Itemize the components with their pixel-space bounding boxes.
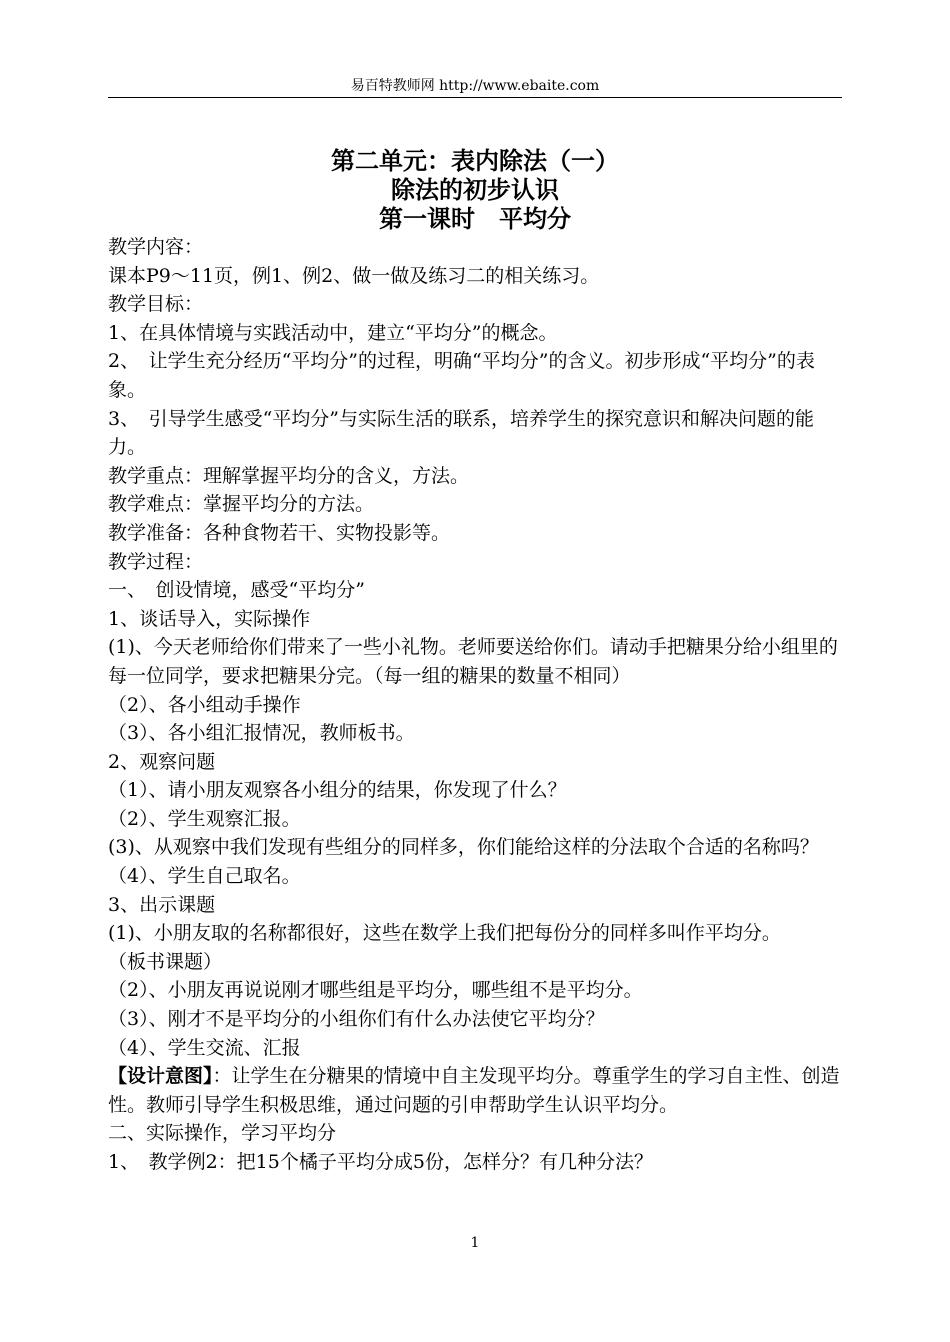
paragraph: 教学过程： <box>108 550 204 573</box>
paragraph: （4）、学生交流、汇报 <box>108 1036 301 1059</box>
design-intent-label: 【设计意图】 <box>108 1065 213 1088</box>
lesson-title: 第一课时 平均分 <box>379 204 571 233</box>
header-divider <box>108 97 842 98</box>
paragraph: 3、出示课题 <box>108 893 216 916</box>
paragraph: (1)、小朋友取的名称都很好，这些在数学上我们把每份分的同样多叫作平均分。 <box>108 922 781 945</box>
paragraph: 2、 让学生充分经历“平均分”的过程，明确“平均分”的含义。初步形成“平均分”的表象。 <box>108 350 815 401</box>
lesson-body <box>108 233 844 1177</box>
paragraph: 课本P9～11页，例1、例2、做一做及练习二的相关练习。 <box>108 264 600 287</box>
title-block <box>108 146 842 233</box>
paragraph: （2）、小朋友再说说刚才哪些组是平均分，哪些组不是平均分。 <box>108 979 643 1002</box>
paragraph: 教学难点：掌握平均分的方法。 <box>108 493 375 516</box>
paragraph: 2、观察问题 <box>108 750 216 773</box>
paragraph: （2）、各小组动手操作 <box>108 693 301 716</box>
paragraph: （4）、学生自己取名。 <box>108 865 301 888</box>
page-header: 易百特教师网 http://www.ebaite.com <box>350 78 600 94</box>
page-number: 1 <box>470 1235 480 1251</box>
section-title: 除法的初步认识 <box>391 175 559 204</box>
paragraph: 教学目标： <box>108 293 204 316</box>
paragraph: 教学内容： <box>108 236 204 258</box>
paragraph: 1、 教学例2：把15个橘子平均分成5份，怎样分？有几种分法？ <box>108 1151 653 1173</box>
paragraph: 教学准备：各种食物若干、实物投影等。 <box>108 521 451 544</box>
paragraph: 3、 引导学生感受“平均分”与实际生活的联系，培养学生的探究意识和解决问题的能力。 <box>108 407 815 459</box>
paragraph: 教学重点：理解掌握平均分的含义，方法。 <box>108 464 470 487</box>
design-intent-text: ：让学生在分糖果的情境中自主发现平均分。尊重学生的学习自主性、创造性。教师引导学生积极思维，通过问题的引申帮助学生认识平均分。 <box>108 1065 840 1116</box>
paragraph: （2）、学生观察汇报。 <box>108 807 301 830</box>
design-intent-paragraph <box>108 1062 844 1119</box>
unit-title: 第二单元：表内除法（一） <box>331 146 619 175</box>
paragraph: （板书课题） <box>108 950 223 973</box>
paragraph: 一、 创设情境，感受“平均分” <box>108 579 365 602</box>
paragraph: （1）、请小朋友观察各小组分的结果，你发现了什么？ <box>108 779 567 802</box>
paragraph: （3）、刚才不是平均分的小组你们有什么办法使它平均分？ <box>108 1008 605 1031</box>
paragraph: 1、谈话导入，实际操作 <box>108 607 311 630</box>
paragraph: (3)、从观察中我们发现有些组分的同样多，你们能给这样的分法取个合适的名称吗？ <box>108 836 819 859</box>
paragraph: （3）、各小组汇报情况，教师板书。 <box>108 722 415 745</box>
paragraph: 二、实际操作，学习平均分 <box>108 1122 337 1145</box>
paragraph: (1)、今天老师给你们带来了一些小礼物。老师要送给你们。请动手把糖果分给小组里的每一位同学，要求把糖果分完。（每一组的糖果的数量不相同） <box>108 636 838 687</box>
paragraph: 1、在具体情境与实践活动中，建立“平均分”的概念。 <box>108 321 558 344</box>
